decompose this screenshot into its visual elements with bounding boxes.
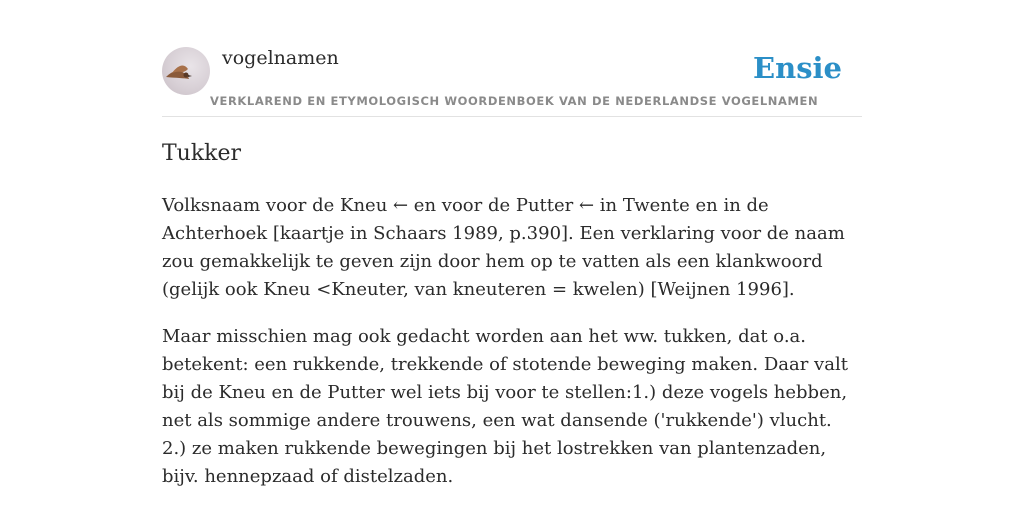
bird-avatar-icon[interactable] [162,47,210,95]
site-subtitle: VERKLAREND EN ETYMOLOGISCH WOORDENBOEK VAN DE NEDERLANDSE VOGELNAMEN [210,94,819,108]
article-body [162,192,862,491]
page [162,0,862,487]
article-paragraph-line: 2.) ze maken rukkende bewegingen bij het lostrekken van plantenzaden, bijv. hennepzaad of distelzaden. [162,438,827,487]
article-paragraph-line: Maar misschien mag ook gedacht worden aan het ww. tukken, dat o.a. betekent: een rukkende, trekkende of stotende beweging maken. Daar valt bij de Kneu en de Putter wel iets bij voor te stellen:1.) deze vogels hebben, net als sommige andere trouwens, een wat dansende ('rukkende') vlucht. [162,326,848,431]
site-name[interactable]: vogelnamen [222,47,339,69]
article-paragraph: Volksnaam voor de Kneu ← en voor de Putter ← in Twente en in de Achterhoek [kaartje in Schaars 1989, p.390]. Een verklaring voor de naam zou gemakkelijk te geven zijn door hem op te vatten als een klankwoord (gelijk ook Kneu <Kneuter, van kneuteren = kwelen) [Weijnen 1996]. [162,195,845,300]
article-paragraph [162,323,862,491]
page-title: Tukker [162,141,242,166]
site-header [162,0,862,117]
brand-logo[interactable]: Ensie [753,51,842,85]
